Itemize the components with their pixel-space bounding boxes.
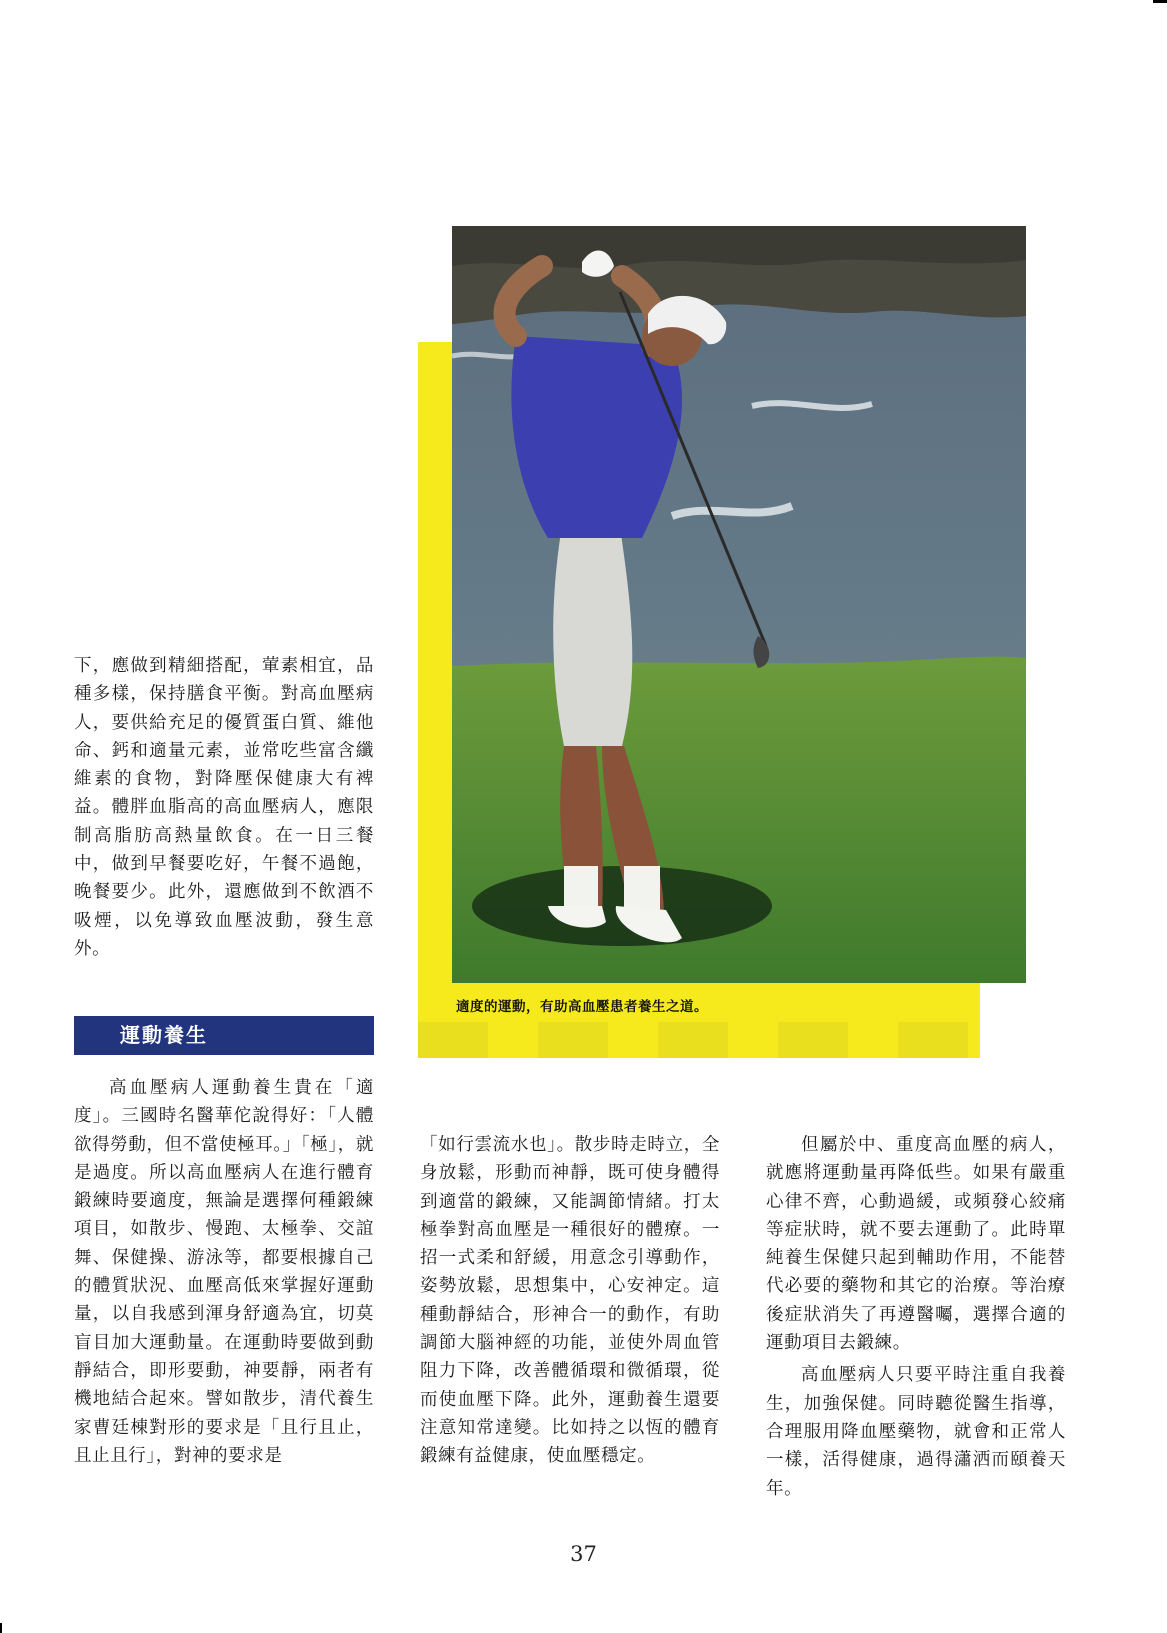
paragraph: 下，應做到精細搭配，葷素相宜，品種多樣，保持膳食平衡。對高血壓病人，要供給充足的優質蛋白質、維他命、鈣和適量元素，並常吃些富含纖維素的食物，對降壓保健康大有裨益。體胖血脂高的高血壓病人，應限制高脂肪高熱量飲食。在一日三餐中，做到早餐要吃好，午餐不過飽，晚餐要少。此外，還應做到不飲酒不吸煙，以免導致血壓波動，發生意外。 xyxy=(74,656,374,959)
column-2-text xyxy=(420,1131,720,1471)
paragraph: 「如行雲流水也」。散步時走時立，全身放鬆，形動而神靜，既可使身體得到適當的鍛練，又能調節情緒。打太極拳對高血壓是一種很好的體療。一招一式柔和舒緩，用意念引導動作，姿勢放鬆，思想集中，心安神定。這種動靜結合，形神合一的動作，有助調節大腦神經的功能，並使外周血管阻力下降，改善體循環和微循環，從而使血壓下降。此外，運動養生還要注意知常達變。比如持之以恆的體育鍛練有益健康，使血壓穩定。 xyxy=(420,1135,720,1467)
paragraph: 高血壓病人只要平時注重自我養生，加強保健。同時聽從醫生指導，合理服用降血壓藥物，就會和正常人一樣，活得健康，過得瀟洒而頤養天年。 xyxy=(766,1365,1066,1499)
paragraph: 高血壓病人運動養生貴在「適度」。三國時名醫華佗說得好：「人體欲得勞動，但不當使極耳。」「極」，就是過度。所以高血壓病人在進行體育鍛練時要適度，無論是選擇何種鍛練項目，如散步、慢跑、太極拳、交誼舞、保健操、游泳等，都要根據自己的體質狀況、血壓高低來掌握好運動量，以自我感到渾身舒適為宜，切莫盲目加大運動量。在運動時要做到動靜結合，即形要動，神要靜，兩者有機地結合起來。譬如散步，清代養生家曹廷棟對形的要求是「且行且止，且止且行」，對神的要求是 xyxy=(74,1078,374,1466)
column-3-text xyxy=(766,1131,1066,1503)
section-heading: 運動養生 xyxy=(74,1016,374,1055)
crop-mark xyxy=(0,1623,2,1633)
column-1-text xyxy=(74,1074,374,1470)
paragraph: 但屬於中、重度高血壓的病人，就應將運動量再降低些。如果有嚴重心律不齊，心動過緩，或頻發心絞痛等症狀時，就不要去運動了。此時單純養生保健只起到輔助作用，不能替代必要的藥物和其它的治療。等治療後症狀消失了再遵醫囑，選擇合適的運動項目去鍛練。 xyxy=(766,1135,1066,1354)
crop-mark xyxy=(1153,0,1167,3)
page-number: 37 xyxy=(570,1542,597,1566)
photo-caption: 適度的運動，有助高血壓患者養生之道。 xyxy=(456,999,708,1015)
golfer-photo xyxy=(452,226,1026,983)
column-1-top-text xyxy=(74,652,374,963)
